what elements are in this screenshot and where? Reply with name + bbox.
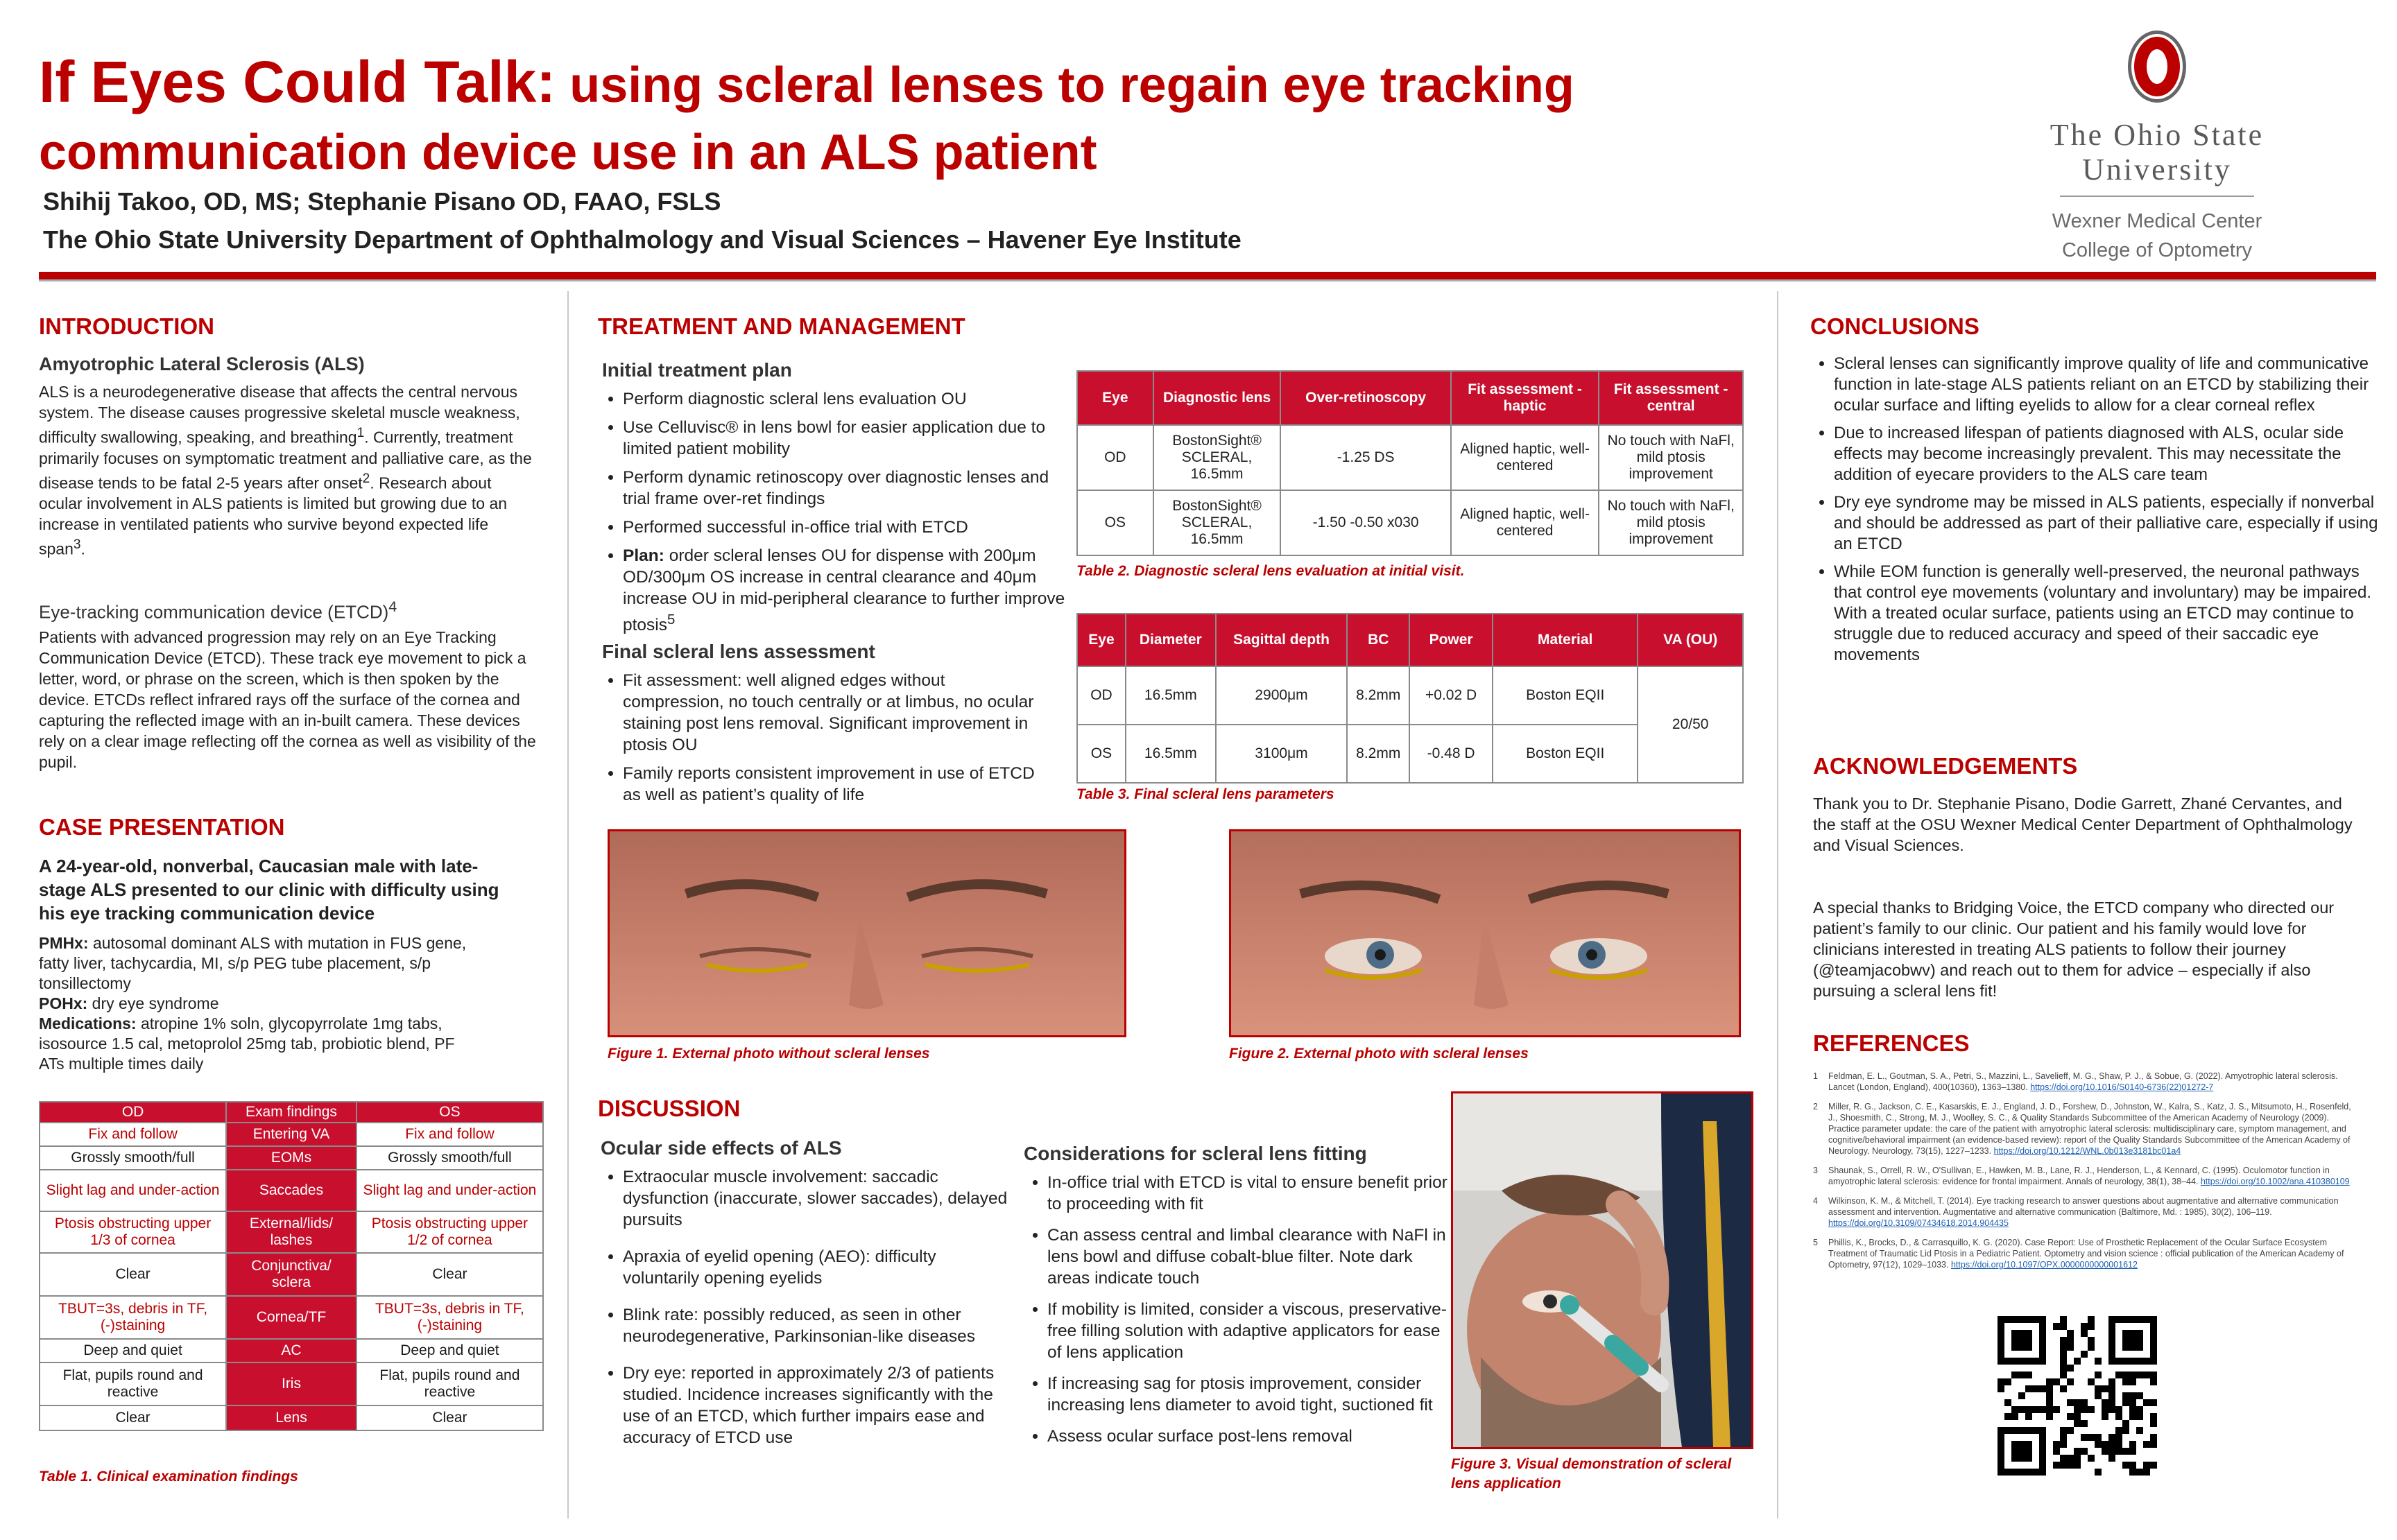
t1-header: OS	[356, 1102, 543, 1123]
t1-cell: Iris	[226, 1362, 356, 1405]
t3-header: BC	[1347, 614, 1409, 666]
t3-cell: Boston EQII	[1493, 666, 1638, 725]
t1-cell: EOMs	[226, 1146, 356, 1170]
block-o-icon	[2125, 28, 2189, 105]
figure2-caption: Figure 2. External photo with scleral lenses	[1229, 1046, 1529, 1062]
t2-cell: BostonSight® SCLERAL, 16.5mm	[1153, 490, 1281, 555]
t1-cell: Ptosis obstructing upper 1/2 of cornea	[356, 1211, 543, 1253]
als-sup-1: 1	[356, 426, 365, 440]
figure1-caption: Figure 1. External photo without scleral lenses	[608, 1046, 930, 1062]
ref-link[interactable]: https://doi.org/10.1002/ana.410380109	[2200, 1177, 2350, 1186]
final-assessment-title: Final scleral lens assessment	[602, 641, 875, 662]
case-lead: A 24-year-old, nonverbal, Caucasian male with late-stage ALS presented to our clinic with difficulty using his eye tracking communication device	[39, 856, 499, 924]
t3-header: Eye	[1077, 614, 1126, 666]
als-body	[39, 381, 538, 560]
title-lead: If Eyes Could Talk:	[39, 49, 556, 114]
reference-item	[1813, 1101, 2361, 1157]
t3-header: Sagittal depth	[1216, 614, 1348, 666]
ref-num: 3	[1813, 1166, 1818, 1175]
als-sup-3: 3	[73, 537, 81, 553]
t2-header: Fit assessment - central	[1599, 371, 1743, 425]
diagnostic-lens-table	[1076, 370, 1744, 556]
ref-text: Shaunak, S., Orrell, R. W., O'Sullivan, E., Hawken, M. B., Lane, R. J., Henderson, L., & Kennard, C. (1995). Oculomotor function in amyotrophic lateral sclerosis: evidence for frontal impairment. Annals of neurology, 38(1), 38–44.	[1828, 1166, 2330, 1186]
initial-plan-title: Initial treatment plan	[602, 359, 792, 381]
list-item: • Blink rate: possibly reduced, as seen in other neurodegenerative, Parkinsonian-like diseases	[623, 1304, 1011, 1347]
t1-cell: Flat, pupils round and reactive	[356, 1362, 543, 1405]
t3-header: VA (OU)	[1638, 614, 1743, 666]
list-item: • Perform dynamic retinoscopy over diagnostic lenses and trial frame over-ret findings	[623, 467, 1067, 510]
plan-text: order scleral lenses OU for dispense with 200μm OD/300μm OS increase in central clearance and 40μm increase OU in mid-peripheral clearance to further improve ptosis	[623, 546, 1065, 635]
t2-cell: No touch with NaFl, mild ptosis improvement	[1599, 490, 1743, 555]
case-history	[39, 933, 469, 1074]
t2-header: Eye	[1077, 371, 1153, 425]
column-divider-2	[1777, 291, 1778, 1519]
list-item: • Can assess central and limbal clearance with NaFl in lens bowl and diffuse cobalt-blue filter. Note dark areas indicate touch	[1047, 1225, 1450, 1289]
als-body-1: ALS is a neurodegenerative disease that affects the central nervous system. The disease causes progressive skeletal muscle weakness, difficulty swallowing, speaking, and breathing	[39, 383, 520, 447]
list-item: • If increasing sag for ptosis improvement, consider increasing lens diameter to avoid tight, suctioned fit	[1047, 1373, 1450, 1416]
list-item: • Assess ocular surface post-lens removal	[1047, 1426, 1450, 1447]
etcd-body: Patients with advanced progression may rely on an Eye Tracking Communication Device (ETCD). These track eye movement to pick a letter, word, or phrase on the screen, which is then spoken by the device. ETCDs reflect infrared rays off the surface of the cornea and capturing the reflected image with an in-built camera. These devices rely on a clear image reflecting off the cornea as well as visibility of the pupil.	[39, 628, 536, 771]
als-body-3: . Research about ocular involvement in ALS patients is limited but growing due to an increase in ventilated patients who survive beyond expected life span	[39, 474, 508, 558]
institution: The Ohio State University Department of Ophthalmology and Visual Sciences – Havener Eye Institute	[43, 225, 1242, 254]
list-item: • Dry eye syndrome may be missed in ALS patients, especially if nonverbal and should be addressed as part of their palliative care, especially if using an ETCD	[1834, 492, 2382, 555]
header-divider-gray	[39, 279, 2376, 282]
t2-cell: OS	[1077, 490, 1153, 555]
t2-cell: -1.50 -0.50 x030	[1280, 490, 1450, 555]
osu-name-line1: The Ohio State	[2050, 118, 2265, 152]
ref-num: 1	[1813, 1071, 1818, 1081]
table2-caption: Table 2. Diagnostic scleral lens evaluation at initial visit.	[1076, 563, 1465, 579]
discussion-heading: DISCUSSION	[598, 1096, 741, 1121]
osu-logo	[2046, 28, 2268, 265]
list-item: • Due to increased lifespan of patients diagnosed with ALS, ocular side effects may become increasingly prevalent. This may necessitate the addition of eyecare providers to the ALS care team	[1834, 423, 2382, 485]
t1-cell: Lens	[226, 1405, 356, 1430]
conclusions-list	[1813, 354, 2382, 673]
t1-cell: Clear	[356, 1405, 543, 1430]
list-item: • Family reports consistent improvement in use of ETCD as well as patient’s quality of life	[623, 763, 1039, 806]
t1-cell: Deep and quiet	[356, 1339, 543, 1362]
t1-cell: AC	[226, 1339, 356, 1362]
reference-item	[1813, 1237, 2361, 1270]
ref-link[interactable]: https://doi.org/10.3109/07434618.2014.904435	[1828, 1218, 2009, 1228]
list-item: • While EOM function is generally well-preserved, the neuronal pathways that control eye movements (voluntary and involuntary) may be impaired. With a treated ocular surface, patients using an ETCD may continue to struggle due to reduced accuracy and speed of their saccadic eye movements	[1834, 562, 2382, 666]
etcd-sup: 4	[388, 598, 397, 615]
etcd-title-text: Eye-tracking communication device (ETCD)	[39, 601, 389, 623]
t1-cell: Saccades	[226, 1170, 356, 1211]
final-assessment-list	[602, 670, 1039, 813]
ack-paragraph-1: Thank you to Dr. Stephanie Pisano, Dodie Garrett, Zhané Cervantes, and the staff at the OSU Wexner Medical Center Department of Ophthalmology and Visual Sciences.	[1813, 795, 2353, 854]
table1-caption: Table 1. Clinical examination findings	[39, 1469, 298, 1485]
ref-text: Feldman, E. L., Goutman, S. A., Petri, S., Mazzini, L., Savelieff, M. G., Shaw, P. J., & Sobue, G. (2022). Amyotrophic lateral sclerosis. Lancet (London, England), 400(10360), 1363–1380.	[1828, 1071, 2338, 1092]
t3-va-cell: 20/50	[1638, 666, 1743, 783]
ack-paragraph-2: A special thanks to Bridging Voice, the ETCD company who directed our patient’s family to our clinic. Our patient and his family would love for clinicians interested in treating ALS patients to follow their journey (@teamjacobwv) and reach out to them for advice – especially if also pursuing a scleral lens fit!	[1813, 899, 2335, 1000]
t2-cell: Aligned haptic, well-centered	[1451, 490, 1599, 555]
list-item: • Performed successful in-office trial with ETCD	[623, 517, 1067, 538]
case-heading: CASE PRESENTATION	[39, 814, 285, 840]
references-heading: REFERENCES	[1813, 1030, 1970, 1056]
t1-cell: External/lids/ lashes	[226, 1211, 356, 1253]
t2-cell: Aligned haptic, well-centered	[1451, 425, 1599, 490]
t1-cell: TBUT=3s, debris in TF, (-)staining	[356, 1296, 543, 1339]
t1-cell: Deep and quiet	[40, 1339, 226, 1362]
t3-header: Power	[1409, 614, 1493, 666]
t1-cell: Clear	[40, 1253, 226, 1296]
t3-header: Diameter	[1126, 614, 1216, 666]
t1-cell: Ptosis obstructing upper 1/3 of cornea	[40, 1211, 226, 1253]
ocular-effects-list	[602, 1166, 1011, 1464]
figure3-photo	[1451, 1091, 1753, 1449]
acknowledgements-heading: ACKNOWLEDGEMENTS	[1813, 753, 2078, 779]
pohx-label: POHx:	[39, 994, 88, 1012]
t1-cell: Fix and follow	[356, 1123, 543, 1146]
list-item: • Perform diagnostic scleral lens evaluation OU	[623, 388, 1067, 410]
header-divider	[39, 272, 2376, 279]
title-rest: using scleral lenses to regain eye tracking	[556, 58, 1574, 113]
poster-title	[39, 49, 1574, 119]
column-divider-1	[567, 291, 569, 1519]
figure1-photo	[608, 829, 1126, 1037]
t1-cell: Clear	[356, 1253, 543, 1296]
t1-cell: Entering VA	[226, 1123, 356, 1146]
t3-cell: 3100μm	[1216, 725, 1348, 783]
fit-considerations-list	[1026, 1172, 1450, 1457]
list-item: • Scleral lenses can significantly improve quality of life and communicative function in late-stage ALS patients reliant on an ETCD by stabilizing their ocular surface and lifting eyelids to allow for a clear corneal reflex	[1834, 354, 2382, 416]
figure3-caption: Figure 3. Visual demonstration of scleral lens application	[1451, 1456, 1732, 1491]
osu-sub2: College of Optometry	[2061, 239, 2252, 261]
t1-cell: Grossly smooth/full	[356, 1146, 543, 1170]
ref-text: Miller, R. G., Jackson, C. E., Kasarskis, E. J., England, J. D., Forshew, D., Johnston, W., Kalra, S., Katz, J. S., Mitsumoto, H., Rosenfeld, J., Shoesmith, C., Strong, M. J., Woolley, S. C., & Quality Standards Subcommittee of the American Academy of Neurology (2009). Practice parameter update: the care of the patient with amyotrophic lateral sclerosis: multidisciplinary care, symptom management, and cognitive/behavioral impairment (an evidence-based review): report of the Quality Standards Subcommittee of the American Academy of Neurology. Neurology, 73(15), 1227–1233.	[1828, 1102, 2351, 1156]
reference-item	[1813, 1165, 2361, 1187]
reference-item	[1813, 1195, 2361, 1229]
osu-sub1: Wexner Medical Center	[2052, 210, 2262, 232]
t3-cell: 16.5mm	[1126, 666, 1216, 725]
authors: Shihij Takoo, OD, MS; Stephanie Pisano OD, FAAO, FSLS	[43, 187, 721, 216]
t2-header: Diagnostic lens	[1153, 371, 1281, 425]
treatment-heading: TREATMENT AND MANAGEMENT	[598, 313, 965, 339]
pohx-text: dry eye syndrome	[87, 994, 219, 1012]
ref-num: 5	[1813, 1238, 1818, 1247]
osu-name-line2: University	[2082, 153, 2232, 187]
face-photo-icon	[610, 831, 1124, 1035]
ocular-effects-title: Ocular side effects of ALS	[601, 1137, 842, 1159]
fit-considerations-title: Considerations for scleral lens fitting	[1024, 1143, 1367, 1164]
ref-link[interactable]: https://doi.org/10.1097/OPX.0000000000001612	[1950, 1260, 2138, 1270]
ref-text: Wilkinson, K. M., & Mitchell, T. (2014). Eye tracking research to answer questions about augmentative and alternative communication assessment and intervention. Augmentative and alternative communication (Baltimore, Md. : 1985), 30(2), 106–119.	[1828, 1196, 2339, 1217]
t3-cell: OD	[1077, 666, 1126, 725]
figure2-photo	[1229, 829, 1741, 1037]
t3-cell: 8.2mm	[1347, 725, 1409, 783]
list-item: • In-office trial with ETCD is vital to ensure benefit prior to proceeding with fit	[1047, 1172, 1450, 1215]
ref-link[interactable]: https://doi.org/10.1016/S0140-6736(22)01272-7	[2030, 1082, 2214, 1092]
t1-header: OD	[40, 1102, 226, 1123]
als-sup-2: 2	[362, 471, 370, 486]
references-list	[1813, 1071, 2361, 1279]
t2-cell: OD	[1077, 425, 1153, 490]
list-item: • Extraocular muscle involvement: saccadic dysfunction (inaccurate, slower saccades), delayed pursuits	[623, 1166, 1011, 1231]
qr-code-graphic	[1997, 1316, 2157, 1476]
t2-cell: No touch with NaFl, mild ptosis improvement	[1599, 425, 1743, 490]
list-item: • Use Celluvisc® in lens bowl for easier application due to limited patient mobility	[623, 417, 1067, 460]
initial-plan-list	[602, 388, 1067, 643]
ref-num: 2	[1813, 1102, 1818, 1111]
als-title: Amyotrophic Lateral Sclerosis (ALS)	[39, 354, 365, 374]
t2-header: Fit assessment - haptic	[1451, 371, 1599, 425]
table3-caption: Table 3. Final scleral lens parameters	[1076, 786, 1334, 802]
t1-cell: Slight lag and under-action	[356, 1170, 543, 1211]
list-item: • Apraxia of eyelid opening (AEO): difficulty voluntarily opening eyelids	[623, 1246, 1011, 1289]
plan-label: Plan:	[623, 546, 664, 565]
pmhx-text: autosomal dominant ALS with mutation in FUS gene, fatty liver, tachycardia, MI, s/p PEG tube placement, s/p tonsillectomy	[39, 934, 467, 992]
poster-title-line2: communication device use in an ALS patient	[39, 125, 1097, 180]
ref-link[interactable]: https://doi.org/10.1212/WNL.0b013e3181bc01a4	[1993, 1146, 2181, 1156]
t2-header: Over-retinoscopy	[1280, 371, 1450, 425]
t1-cell: Grossly smooth/full	[40, 1146, 226, 1170]
conclusions-heading: CONCLUSIONS	[1810, 313, 1979, 339]
als-body-4: .	[80, 539, 85, 558]
meds-text: atropine 1% soln, glycopyrrolate 1mg tabs, isosource 1.5 cal, metoprolol 25mg tab, probiotic blend, PF ATs multiple times daily	[39, 1014, 455, 1073]
als-body-2: . Currently, treatment primarily focuses on symptomatic treatment and palliative care, as the disease tends to be fatal 2-5 years after onset	[39, 428, 532, 492]
reference-item	[1813, 1071, 2361, 1093]
list-item: • If mobility is limited, consider a viscous, preservative-free filling solution with adaptive applicators for ease of lens application	[1047, 1299, 1450, 1363]
t3-cell: Boston EQII	[1493, 725, 1638, 783]
t3-header: Material	[1493, 614, 1638, 666]
lens-application-photo-icon	[1453, 1093, 1751, 1447]
t1-cell: TBUT=3s, debris in TF, (-)staining	[40, 1296, 226, 1339]
logo-divider	[2060, 196, 2254, 197]
t3-cell: 16.5mm	[1126, 725, 1216, 783]
acknowledgements-body	[1813, 793, 2354, 1001]
t3-cell: 8.2mm	[1347, 666, 1409, 725]
etcd-title	[39, 598, 397, 623]
t1-cell: Conjunctiva/ sclera	[226, 1253, 356, 1296]
ref-num: 4	[1813, 1196, 1818, 1206]
qr-code-icon[interactable]	[1997, 1316, 2157, 1476]
t2-cell: BostonSight® SCLERAL, 16.5mm	[1153, 425, 1281, 490]
t2-cell: -1.25 DS	[1280, 425, 1450, 490]
t3-cell: +0.02 D	[1409, 666, 1493, 725]
list-item: • Fit assessment: well aligned edges without compression, no touch centrally or at limbus, no ocular staining post lens removal. Significant improvement in ptosis OU	[623, 670, 1039, 756]
t1-cell: Slight lag and under-action	[40, 1170, 226, 1211]
t1-cell: Fix and follow	[40, 1123, 226, 1146]
t3-cell: 2900μm	[1216, 666, 1348, 725]
plan-sup: 5	[667, 612, 676, 628]
t1-header: Exam findings	[226, 1102, 356, 1123]
clinical-findings-table	[39, 1101, 544, 1431]
t1-cell: Clear	[40, 1405, 226, 1430]
list-item	[623, 545, 1067, 636]
ref-text: Phillis, K., Brocks, D., & Carrasquillo, K. G. (2020). Case Report: Use of Prosthetic Replacement of the Ocular Surface Ecosystem Treatment of Traumatic Lid Ptosis in a Pediatric Patient. Optometry and vision science : official publication of the American Academy of Optometry, 97(12), 1029–1033.	[1828, 1238, 2344, 1270]
pmhx-label: PMHx:	[39, 934, 89, 952]
t1-cell: Flat, pupils round and reactive	[40, 1362, 226, 1405]
t1-cell: Cornea/TF	[226, 1296, 356, 1339]
intro-heading: INTRODUCTION	[39, 313, 214, 339]
list-item: • Dry eye: reported in approximately 2/3 of patients studied. Incidence increases significantly with the use of an ETCD, which further impairs ease and accuracy of ETCD use	[623, 1362, 1011, 1448]
t3-cell: OS	[1077, 725, 1126, 783]
meds-label: Medications:	[39, 1014, 137, 1032]
face-photo-icon	[1231, 831, 1739, 1035]
t3-cell: -0.48 D	[1409, 725, 1493, 783]
final-lens-table	[1076, 613, 1744, 784]
